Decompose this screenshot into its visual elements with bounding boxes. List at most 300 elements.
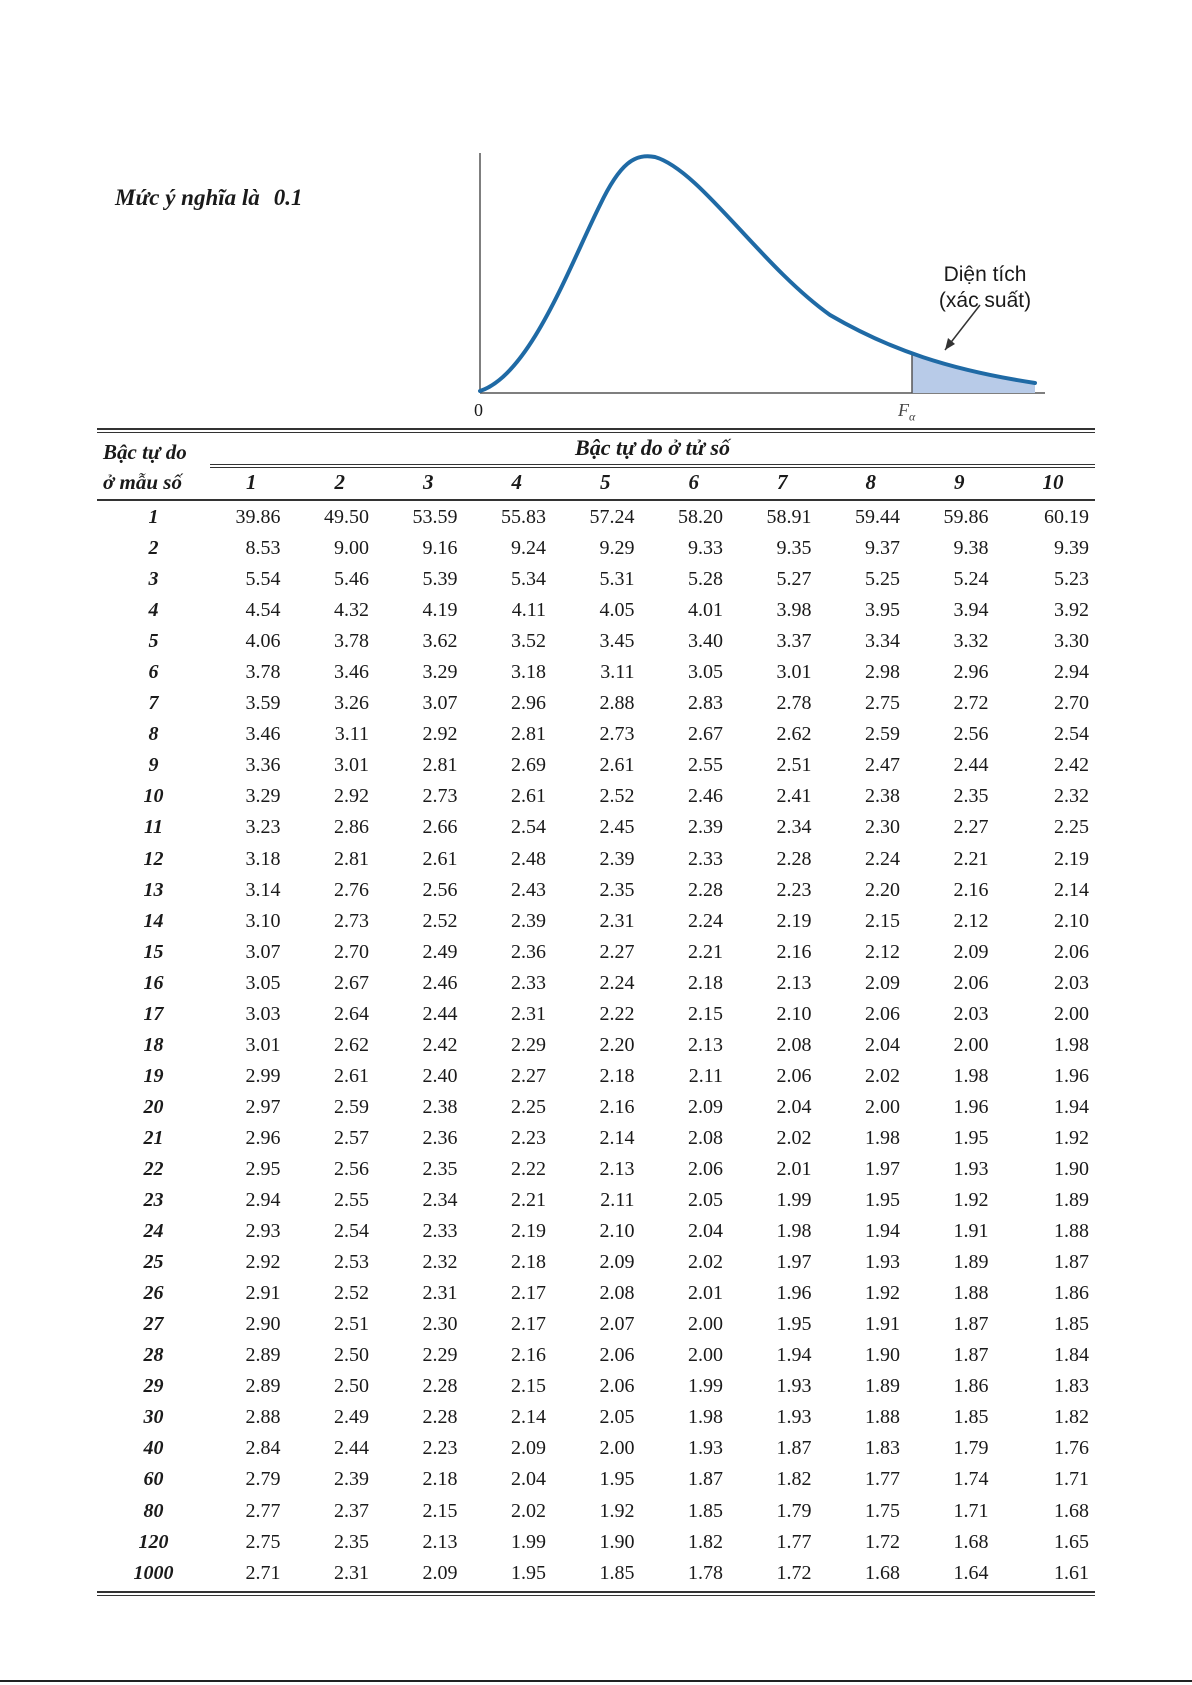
table-cell: 2.90: [245, 1313, 281, 1336]
table-row: [97, 999, 1095, 1030]
table-cell: 2.11: [600, 1189, 635, 1212]
table-cell: 2.73: [422, 785, 458, 808]
table-cell: 1.91: [953, 1220, 989, 1243]
table-cell: 1.92: [865, 1282, 900, 1305]
table-cell: 2.50: [334, 1375, 369, 1398]
table-cell: 2.28: [422, 1375, 458, 1398]
table-cell: 2.53: [334, 1251, 369, 1274]
table-cell: 5.54: [245, 568, 281, 591]
row-header-line2: ở mẫu số: [103, 470, 182, 494]
axis-f-text: F: [898, 400, 909, 420]
table-cell: 2.77: [245, 1499, 281, 1522]
row-df: 1000: [133, 1561, 174, 1584]
table-cell: 1.86: [953, 1375, 989, 1398]
row-df: 5: [148, 630, 159, 653]
table-cell: 2.06: [599, 1344, 635, 1367]
axis-origin-label: 0: [474, 400, 483, 420]
top-rule: [97, 428, 1095, 430]
table-cell: 2.23: [776, 878, 812, 901]
table-cell: 2.13: [776, 971, 812, 994]
row-df: 1: [148, 506, 159, 529]
table-cell: 2.12: [953, 909, 989, 932]
table-cell: 5.23: [1054, 568, 1089, 591]
table-cell: 2.31: [511, 1002, 546, 1025]
row-df: 17: [143, 1002, 164, 1025]
table-cell: 2.62: [334, 1033, 369, 1056]
table-cell: 2.16: [776, 940, 812, 963]
table-cell: 2.34: [422, 1189, 458, 1212]
table-cell: 2.16: [599, 1095, 635, 1118]
table-cell: 2.95: [245, 1158, 281, 1180]
table-cell: 2.73: [334, 909, 369, 932]
table-cell: 1.96: [1054, 1064, 1089, 1087]
table-cell: 2.27: [599, 940, 635, 963]
table-cell: 2.96: [953, 661, 989, 684]
axis-f-alpha-label: [898, 400, 915, 425]
table-cell: 2.30: [865, 816, 900, 839]
table-cell: 1.85: [1054, 1313, 1089, 1336]
table-cell: 2.15: [688, 1002, 723, 1025]
row-df: 30: [143, 1406, 164, 1429]
table-cell: 1.82: [1054, 1406, 1089, 1429]
table-cell: 2.10: [776, 1002, 812, 1025]
table-cell: 3.18: [511, 661, 546, 684]
table-cell: 2.42: [1054, 754, 1089, 777]
row-df: 22: [143, 1158, 164, 1180]
table-cell: 3.05: [245, 971, 281, 994]
table-cell: 2.13: [422, 1530, 458, 1553]
table-cell: 9.16: [422, 537, 458, 560]
table-row: [97, 1464, 1095, 1495]
row-df: 12: [143, 847, 164, 870]
table-cell: 1.92: [1054, 1126, 1089, 1149]
table-cell: 2.81: [334, 847, 369, 870]
table-cell: 2.51: [334, 1313, 369, 1336]
table-cell: 2.04: [776, 1095, 812, 1118]
table-cell: 2.94: [245, 1189, 281, 1212]
table-cell: 1.88: [953, 1282, 989, 1305]
table-cell: 2.38: [865, 785, 900, 808]
column-header-rule-2: [210, 467, 1095, 468]
table-cell: 2.81: [511, 723, 546, 746]
table-cell: 2.54: [334, 1220, 369, 1243]
table-cell: 1.87: [688, 1468, 723, 1491]
table-cell: 1.79: [776, 1499, 812, 1522]
table-cell: 2.18: [599, 1064, 635, 1087]
table-cell: 1.90: [599, 1530, 635, 1553]
table-row: [97, 502, 1095, 533]
table-cell: 53.59: [412, 506, 458, 529]
table-cell: 1.86: [1054, 1282, 1089, 1305]
table-cell: 2.92: [334, 785, 369, 808]
table-cell: 1.89: [1054, 1189, 1089, 1212]
table-cell: 2.41: [776, 785, 812, 808]
table-row: [97, 657, 1095, 688]
significance-label: Mức ý nghĩa là: [115, 185, 260, 210]
table-cell: 9.38: [953, 537, 989, 560]
table-cell: 2.52: [334, 1282, 369, 1305]
table-cell: 2.24: [688, 909, 723, 932]
row-df: 60: [143, 1468, 164, 1491]
table-cell: 1.72: [776, 1561, 812, 1584]
table-cell: 2.35: [953, 785, 989, 808]
table-bottom-rule: [97, 1591, 1095, 1593]
table-cell: 1.92: [953, 1189, 989, 1212]
table-cell: 1.95: [599, 1468, 635, 1491]
table-cell: 1.83: [865, 1437, 900, 1460]
table-row: [97, 1123, 1095, 1154]
table-cell: 2.19: [776, 909, 812, 932]
top-rule-thin: [97, 432, 1095, 433]
table-row: [97, 1030, 1095, 1061]
table-cell: 2.05: [688, 1189, 723, 1212]
table-cell: 58.20: [678, 506, 723, 529]
table-row: [97, 1061, 1095, 1092]
row-df: 4: [148, 599, 159, 622]
table-cell: 2.39: [599, 847, 635, 870]
table-cell: 2.38: [422, 1095, 458, 1118]
table-cell: 2.35: [334, 1530, 369, 1553]
table-cell: 2.44: [334, 1437, 369, 1460]
table-cell: 2.01: [776, 1158, 812, 1180]
table-cell: 2.52: [599, 785, 635, 808]
table-cell: 2.71: [245, 1561, 281, 1584]
table-cell: 2.54: [1054, 723, 1089, 746]
table-row: [97, 1433, 1095, 1464]
row-df: 18: [143, 1033, 164, 1056]
table-cell: 2.37: [334, 1499, 369, 1522]
table-cell: 2.07: [599, 1313, 635, 1336]
column-number: 7: [777, 470, 788, 494]
table-cell: 1.97: [865, 1158, 900, 1180]
table-cell: 2.61: [422, 847, 458, 870]
row-df: 6: [148, 661, 159, 684]
table-cell: 3.92: [1054, 599, 1089, 622]
table-cell: 2.15: [422, 1499, 458, 1522]
table-cell: 3.37: [776, 630, 812, 653]
table-cell: 2.31: [422, 1282, 458, 1305]
table-row: [97, 1154, 1095, 1185]
table-cell: 39.86: [235, 506, 281, 529]
table-cell: 5.39: [422, 568, 458, 591]
table-cell: 2.09: [865, 971, 900, 994]
table-cell: 2.17: [511, 1282, 546, 1305]
table-cell: 1.89: [953, 1251, 989, 1274]
table-cell: 3.01: [776, 661, 812, 684]
table-cell: 1.61: [1054, 1561, 1089, 1584]
table-cell: 3.40: [688, 630, 723, 653]
table-cell: 1.88: [865, 1406, 900, 1429]
table-cell: 2.40: [422, 1064, 458, 1087]
table-cell: 2.05: [599, 1406, 635, 1429]
table-cell: 1.85: [599, 1561, 635, 1584]
table-cell: 1.85: [953, 1406, 989, 1429]
table-row: [97, 1247, 1095, 1278]
table-row: [97, 1371, 1095, 1402]
table-cell: 2.13: [599, 1158, 635, 1180]
table-cell: 2.31: [334, 1561, 369, 1584]
table-cell: 2.39: [688, 816, 723, 839]
table-cell: 3.30: [1054, 630, 1089, 653]
table-cell: 2.30: [422, 1313, 458, 1336]
table-cell: 2.02: [511, 1499, 546, 1522]
table-cell: 2.00: [865, 1095, 900, 1118]
table-cell: 2.67: [334, 971, 369, 994]
table-row: [97, 781, 1095, 812]
table-cell: 2.04: [865, 1033, 900, 1056]
table-cell: 2.94: [1054, 661, 1089, 684]
row-df: 8: [148, 723, 159, 746]
table-cell: 3.95: [865, 599, 900, 622]
table-cell: 4.05: [599, 599, 635, 622]
table-cell: 2.17: [511, 1313, 546, 1336]
table-row: [97, 968, 1095, 999]
table-cell: 3.46: [245, 723, 281, 746]
table-cell: 2.61: [334, 1064, 369, 1087]
table-cell: 2.36: [422, 1126, 458, 1149]
table-cell: 2.03: [1054, 971, 1089, 994]
table-cell: 2.78: [776, 692, 812, 715]
table-cell: 2.06: [599, 1375, 635, 1398]
table-cell: 1.74: [953, 1468, 989, 1491]
table-cell: 2.03: [953, 1002, 989, 1025]
table-cell: 1.89: [865, 1375, 900, 1398]
table-cell: 2.20: [599, 1033, 635, 1056]
table-cell: 1.82: [776, 1468, 812, 1491]
table-cell: 2.14: [1054, 878, 1089, 901]
table-cell: 1.87: [953, 1344, 989, 1367]
table-cell: 2.89: [245, 1375, 281, 1398]
table-cell: 5.31: [599, 568, 635, 591]
table-cell: 2.70: [1054, 692, 1089, 715]
table-cell: 2.00: [1054, 1002, 1089, 1025]
row-df: 19: [143, 1064, 164, 1087]
row-df: 13: [143, 878, 164, 901]
table-cell: 1.99: [688, 1375, 723, 1398]
table-cell: 2.64: [334, 1002, 369, 1025]
table-cell: 3.34: [865, 630, 900, 653]
table-cell: 2.00: [953, 1033, 989, 1056]
column-number: 10: [1042, 470, 1064, 494]
table-cell: 2.57: [334, 1126, 369, 1149]
table-cell: 2.28: [688, 878, 723, 901]
row-df: 7: [148, 692, 159, 715]
table-cell: 2.14: [599, 1126, 635, 1149]
table-cell: 1.95: [511, 1561, 546, 1584]
table-cell: 2.06: [1054, 940, 1089, 963]
table-row: [97, 1216, 1095, 1247]
table-cell: 5.34: [511, 568, 546, 591]
row-df: 11: [144, 816, 163, 839]
row-df: 25: [143, 1251, 164, 1274]
table-row: [97, 719, 1095, 750]
table-cell: 2.02: [776, 1126, 812, 1149]
column-number: 5: [600, 470, 611, 494]
table-cell: 1.88: [1054, 1220, 1089, 1243]
table-cell: 2.06: [865, 1002, 900, 1025]
table-cell: 9.29: [599, 537, 635, 560]
table-cell: 2.91: [245, 1282, 281, 1305]
table-cell: 2.92: [422, 723, 458, 746]
table-cell: 1.79: [953, 1437, 989, 1460]
table-cell: 3.98: [776, 599, 812, 622]
table-cell: 2.02: [688, 1251, 723, 1274]
table-cell: 2.49: [334, 1406, 369, 1429]
table-cell: 2.06: [953, 971, 989, 994]
area-probability-label: [920, 262, 1050, 314]
table-cell: 3.11: [600, 661, 635, 684]
table-row: [97, 533, 1095, 564]
table-cell: 2.49: [422, 940, 458, 963]
table-cell: 1.91: [865, 1313, 900, 1336]
table-cell: 2.33: [688, 847, 723, 870]
table-cell: 9.37: [865, 537, 900, 560]
row-header-line1: Bậc tự do: [103, 440, 187, 464]
table-cell: 2.89: [245, 1344, 281, 1367]
table-cell: 2.24: [599, 971, 635, 994]
table-cell: 1.93: [953, 1158, 989, 1180]
table-cell: 2.55: [688, 754, 723, 777]
table-cell: 2.25: [1054, 816, 1089, 839]
table-row: [97, 1278, 1095, 1309]
table-cell: 2.28: [776, 847, 812, 870]
table-cell: 5.28: [688, 568, 723, 591]
table-cell: 60.19: [1044, 506, 1089, 529]
table-cell: 1.93: [865, 1251, 900, 1274]
table-cell: 2.32: [1054, 785, 1089, 808]
row-df: 29: [143, 1375, 164, 1398]
column-number: 9: [954, 470, 965, 494]
table-cell: 1.93: [776, 1375, 812, 1398]
table-cell: 2.32: [422, 1251, 458, 1274]
table-cell: 1.76: [1054, 1437, 1089, 1460]
table-cell: 9.39: [1054, 537, 1089, 560]
table-cell: 2.09: [953, 940, 989, 963]
table-cell: 2.13: [688, 1033, 723, 1056]
row-df: 10: [143, 785, 164, 808]
row-df: 3: [148, 568, 159, 591]
table-cell: 2.20: [865, 878, 900, 901]
table-cell: 4.19: [422, 599, 458, 622]
column-numbers: [210, 470, 1095, 498]
table-cell: 2.61: [511, 785, 546, 808]
table-cell: 2.29: [511, 1033, 546, 1056]
table-cell: 2.75: [865, 692, 900, 715]
table-row: [97, 906, 1095, 937]
row-df: 14: [143, 909, 164, 932]
table-cell: 2.09: [688, 1095, 723, 1118]
table-cell: 2.72: [953, 692, 989, 715]
table-cell: 2.34: [776, 816, 812, 839]
table-row: [97, 1496, 1095, 1527]
table-cell: 2.21: [688, 940, 723, 963]
table-cell: 2.54: [511, 816, 546, 839]
table-cell: 1.94: [865, 1220, 900, 1243]
row-df: 28: [143, 1344, 164, 1367]
table-cell: 4.01: [688, 599, 723, 622]
table-cell: 2.51: [776, 754, 812, 777]
table-cell: 2.27: [953, 816, 989, 839]
table-cell: 2.88: [245, 1406, 281, 1429]
table-cell: 3.29: [422, 661, 458, 684]
table-cell: 2.39: [511, 909, 546, 932]
table-cell: 4.11: [511, 599, 546, 622]
row-df: 15: [143, 940, 164, 963]
table-cell: 49.50: [324, 506, 369, 529]
table-cell: 2.52: [422, 909, 458, 932]
table-cell: 1.72: [865, 1530, 900, 1553]
column-number: 6: [688, 470, 699, 494]
row-df: 20: [143, 1095, 164, 1118]
table-cell: 1.96: [776, 1282, 812, 1305]
table-cell: 1.93: [776, 1406, 812, 1429]
table-cell: 4.06: [245, 630, 281, 653]
table-cell: 2.04: [511, 1468, 546, 1491]
table-cell: 2.43: [511, 878, 546, 901]
table-cell: 2.46: [422, 971, 458, 994]
table-cell: 1.95: [953, 1126, 989, 1149]
table-cell: 2.86: [334, 816, 369, 839]
table-cell: 2.00: [688, 1313, 723, 1336]
page-bottom-line: [0, 1680, 1192, 1682]
table-cell: 2.55: [334, 1189, 369, 1212]
table-cell: 1.71: [953, 1499, 989, 1522]
table-cell: 2.29: [422, 1344, 458, 1367]
table-cell: 2.44: [422, 1002, 458, 1025]
table-cell: 1.87: [776, 1437, 812, 1460]
row-df: 24: [143, 1220, 164, 1243]
table-cell: 3.01: [245, 1033, 281, 1056]
table-cell: 1.87: [1054, 1251, 1089, 1274]
table-cell: 4.54: [245, 599, 281, 622]
table-cell: 2.28: [422, 1406, 458, 1429]
table-cell: 8.53: [245, 537, 281, 560]
table-row: [97, 750, 1095, 781]
row-df: 23: [143, 1189, 164, 1212]
table-row: [97, 564, 1095, 595]
table-cell: 2.66: [422, 816, 458, 839]
table-cell: 3.45: [599, 630, 635, 653]
table-cell: 2.25: [511, 1095, 546, 1118]
table-cell: 2.08: [776, 1033, 812, 1056]
table-cell: 2.10: [1054, 909, 1089, 932]
row-df: 2: [148, 537, 159, 560]
table-cell: 1.98: [1054, 1033, 1089, 1056]
table-cell: 1.97: [776, 1251, 812, 1274]
table-cell: 2.23: [511, 1126, 546, 1149]
table-cell: 2.31: [599, 909, 635, 932]
table-cell: 1.95: [865, 1189, 900, 1212]
table-cell: 2.81: [422, 754, 458, 777]
table-row: [97, 812, 1095, 843]
table-row: [97, 1402, 1095, 1433]
table-cell: 2.08: [688, 1126, 723, 1149]
table-cell: 3.32: [953, 630, 989, 653]
table-cell: 2.96: [511, 692, 546, 715]
table-cell: 2.09: [599, 1251, 635, 1274]
table-cell: 2.62: [776, 723, 812, 746]
f-table: [97, 502, 1095, 1589]
table-cell: 2.84: [245, 1437, 281, 1460]
significance-value: 0.1: [273, 185, 303, 210]
table-cell: 2.12: [865, 940, 900, 963]
table-cell: 5.25: [865, 568, 900, 591]
table-cell: 1.94: [1054, 1095, 1089, 1118]
table-cell: 1.90: [865, 1344, 900, 1367]
table-bottom-rule-thin: [97, 1595, 1095, 1596]
table-cell: 9.35: [776, 537, 812, 560]
header-bottom-rule: [97, 499, 1095, 501]
